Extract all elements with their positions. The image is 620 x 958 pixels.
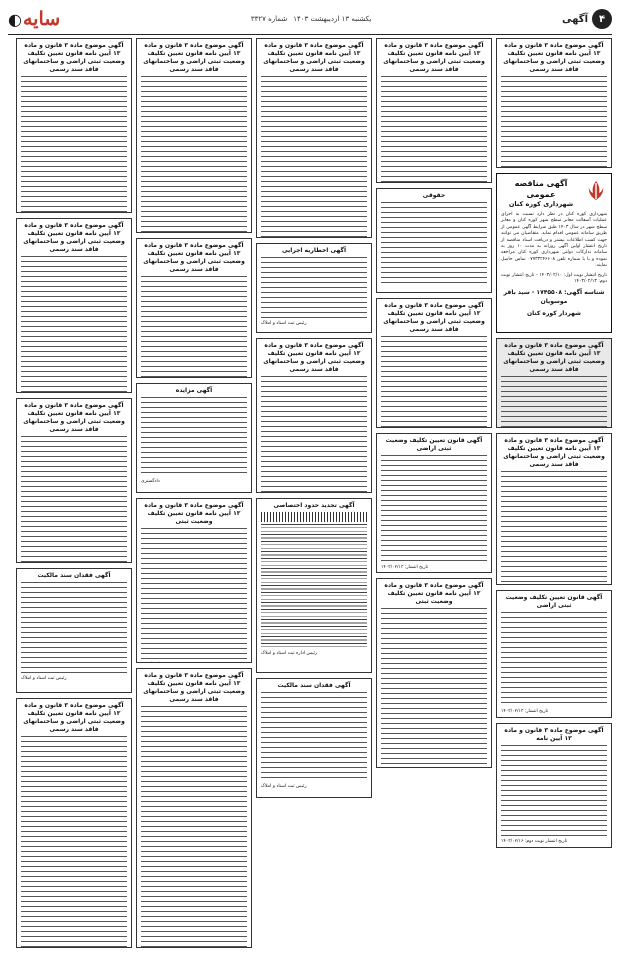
page-header <box>8 4 612 35</box>
issue-text: شماره ۳۳۲۷ <box>250 15 288 23</box>
ad-notice <box>256 243 372 333</box>
ad-title: آگهی اخطاریه اجرایی <box>281 247 347 254</box>
ad-body-text <box>381 76 487 183</box>
ad-title: آگهی مزایده <box>175 387 213 394</box>
ad-notice <box>256 678 372 798</box>
ad-body-text <box>141 276 247 378</box>
ad-body-text <box>381 202 487 284</box>
masthead-logo <box>8 8 60 30</box>
section-label: آگهی <box>562 13 588 25</box>
ad-title: آگهی موضوع ماده ۳ قانون و ماده ۱۳ آیین نامه قانون تعیین تکلیف وضعیت ثبتی اراضی و ساختمانهای فاقد سند رسمی <box>503 42 605 73</box>
tender-body: شهرداری کوره کنان در نظر دارد نسبت به اجرای عملیات آسفالت معابر سطح شهر کوره کنان و معابر سطح شهر در سال ۱۴۰۳ طبق شرایط آگهی عمومی از طریق سامانه عمومی اقدام نماید. متقاضیان می توانند جهت کسب اطلاعات بیشتر و دریافت اسناد مناقصه از تاریخ انتشار اولین آگهی روزانه به مدت ۱۰ روز به سامانه تدارکات دولتی شهرداری کوره کنان مراجعه نموده و یا با شماره تلفن ۰۷۷۳۳۲۴۶۶۰۸ تماس حاصل نمایند. <box>501 212 607 269</box>
ad-footer <box>141 662 247 663</box>
ad-notice <box>256 338 372 493</box>
ad-footer: تاریخ انتشار نوبت دوم: ۱۴۰۳/۰۲/۱۶ <box>501 839 568 844</box>
ad-notice <box>16 698 132 948</box>
ad-notice <box>496 433 612 585</box>
tender-subtitle: شهرداری کوره کنان <box>508 200 574 208</box>
national-emblem-icon <box>585 178 607 204</box>
column-1 <box>496 38 612 952</box>
ad-notice <box>376 188 492 293</box>
tender-dates: تاریخ انتشار نوبت اول: ۱۴۰۳/۰۲/۱۰ - تاریخ انتشار نوبت دوم: ۱۴۰۳/۰۲/۱۳ <box>501 272 607 285</box>
ad-notice <box>16 568 132 693</box>
ad-notice <box>136 238 252 378</box>
date-text: یکشنبه ۱۳ اردیبهشت ۱۴۰۳ <box>293 15 372 23</box>
ad-footer: رئیس ثبت اسناد و املاک <box>21 676 67 681</box>
ad-notice <box>376 298 492 428</box>
ad-title: آگهی موضوع ماده ۳ قانون و ماده ۱۳ آیین نامه قانون تعیین تکلیف وضعیت ثبتی اراضی و ساختمانهای فاقد سند رسمی <box>503 437 605 468</box>
ad-title: آگهی موضوع ماده ۳ قانون و ماده ۱۳ آیین نامه قانون تعیین تکلیف وضعیت ثبتی اراضی و ساختمانهای فاقد سند رسمی <box>23 702 125 733</box>
column-3 <box>256 38 372 952</box>
tender-sign-id: شناسه آگهی: ۱۷۴۵۵۰۸ - سید باقر موسویان <box>503 289 605 306</box>
column-5 <box>16 38 132 952</box>
ad-notice <box>256 38 372 238</box>
ad-body-text <box>261 692 367 782</box>
ad-notice <box>136 668 252 948</box>
ad-footer: رئیس ثبت اسناد و املاک <box>261 784 307 789</box>
ad-notice <box>16 218 132 393</box>
tender-header <box>501 178 607 209</box>
ad-dense-listing <box>256 498 372 673</box>
ad-title: آگهی موضوع ماده ۳ قانون و ماده ۱۳ آیین نامه قانون تعیین تکلیف وضعیت ثبتی اراضی و ساختمانهای فاقد سند رسمی <box>23 42 125 73</box>
ad-notice <box>136 38 252 233</box>
ad-notice <box>136 383 252 493</box>
ad-body-text <box>381 336 487 428</box>
ad-footer: رئیس اداره ثبت اسناد و املاک <box>261 651 318 656</box>
ad-footer: رئیس ثبت اسناد و املاک <box>261 321 307 326</box>
ad-body-text <box>261 257 367 319</box>
tender-sign-title: شهردار کوره کنان <box>527 310 581 318</box>
ad-title: آگهی قانون تعیین تکلیف وضعیت ثبتی اراضی <box>505 594 603 609</box>
dateline <box>251 15 372 23</box>
ad-notice <box>496 338 612 428</box>
ad-body-text <box>21 256 127 393</box>
ad-body-text <box>381 455 487 563</box>
tender-notice <box>496 173 612 333</box>
ad-notice <box>376 38 492 183</box>
page-number-box <box>562 9 612 29</box>
ad-notice <box>136 498 252 663</box>
ad-body-text <box>501 76 607 168</box>
ad-footer: تاریخ انتشار: ۱۴۰۳/۰۲/۱۳ <box>381 565 429 570</box>
ad-body-text <box>141 76 247 233</box>
column-4 <box>136 38 252 952</box>
ad-notice <box>496 723 612 848</box>
ad-body-text <box>261 524 367 649</box>
ad-title: آگهی فقدان سند مالکیت <box>37 572 111 579</box>
ad-title: آگهی موضوع ماده ۳ قانون و ماده ۱۳ آیین نامه <box>504 727 604 742</box>
ad-body-text <box>501 745 607 837</box>
ad-title: آگهی موضوع ماده ۳ قانون و ماده ۱۳ آیین نامه قانون تعیین تکلیف وضعیت ثبتی اراضی و ساختمانهای فاقد سند رسمی <box>503 342 605 373</box>
ad-title: آگهی موضوع ماده ۳ قانون و ماده ۱۳ آیین نامه قانون تعیین تکلیف وضعیت ثبتی <box>144 502 244 525</box>
ad-body-text <box>501 471 607 585</box>
ad-body-text <box>21 736 127 948</box>
ad-body-text <box>21 582 127 674</box>
column-2 <box>376 38 492 952</box>
ad-body-text <box>261 376 367 493</box>
ad-title: آگهی موضوع ماده ۳ قانون و ماده ۱۳ آیین نامه قانون تعیین تکلیف وضعیت ثبتی اراضی و ساختمانهای فاقد سند رسمی <box>23 402 125 433</box>
ad-title: آگهی موضوع ماده ۳ قانون و ماده ۱۳ آیین نامه قانون تعیین تکلیف وضعیت ثبتی <box>384 582 484 605</box>
ad-title: آگهی موضوع ماده ۳ قانون و ماده ۱۳ آیین نامه قانون تعیین تکلیف وضعیت ثبتی اراضی و ساختمانهای فاقد سند رسمی <box>383 42 485 73</box>
ad-notice <box>16 398 132 563</box>
ad-title: آگهی موضوع ماده ۳ قانون و ماده ۱۳ آیین نامه قانون تعیین تکلیف وضعیت ثبتی اراضی و ساختمانهای فاقد سند رسمی <box>143 242 245 273</box>
ad-title: آگهی موضوع ماده ۳ قانون و ماده ۱۳ آیین نامه قانون تعیین تکلیف وضعیت ثبتی اراضی و ساختمانهای فاقد سند رسمی <box>23 222 125 253</box>
ad-title: آگهی موضوع ماده ۳ قانون و ماده ۱۳ آیین نامه قانون تعیین تکلیف وضعیت ثبتی اراضی و ساختمانهای فاقد سند رسمی <box>263 42 365 73</box>
ad-title: آگهی موضوع ماده ۳ قانون و ماده ۱۳ آیین نامه قانون تعیین تکلیف وضعیت ثبتی اراضی و ساختمانهای فاقد سند رسمی <box>143 672 245 703</box>
ad-body-text <box>141 397 247 477</box>
ad-title: آگهی موضوع ماده ۳ قانون و ماده ۱۳ آیین نامه قانون تعیین تکلیف وضعیت ثبتی اراضی و ساختمانهای فاقد سند رسمی <box>263 342 365 373</box>
ad-title: آگهی فقدان سند مالکیت <box>277 682 351 689</box>
ad-notice <box>496 38 612 168</box>
ad-title: آگهی موضوع ماده ۳ قانون و ماده ۱۳ آیین نامه قانون تعیین تکلیف وضعیت ثبتی اراضی و ساختمانهای فاقد سند رسمی <box>383 302 485 333</box>
ad-notice <box>376 433 492 573</box>
ad-body-text <box>21 436 127 563</box>
ad-body-text <box>21 76 127 213</box>
ad-title: آگهی تحدید حدود اختصاصی <box>273 502 355 509</box>
page-number: ۴ <box>592 9 612 29</box>
ad-body-text <box>381 608 487 766</box>
tender-title: آگهی مناقصه عمومی <box>514 179 568 199</box>
ad-title: آگهی موضوع ماده ۳ قانون و ماده ۱۳ آیین نامه قانون تعیین تکلیف وضعیت ثبتی اراضی و ساختمانهای فاقد سند رسمی <box>143 42 245 73</box>
ad-body-text <box>501 612 607 707</box>
ad-notice <box>16 38 132 213</box>
listing-strip <box>261 512 367 522</box>
ad-title: حقوقی <box>422 192 446 199</box>
ad-body-text <box>261 76 367 238</box>
ad-footer: تاریخ انتشار: ۱۴۰۳/۰۲/۱۳ <box>501 709 549 714</box>
ad-footer: دادگستری <box>141 479 160 484</box>
ad-notice <box>496 590 612 718</box>
brand-name: سایه <box>22 8 61 30</box>
ad-body-text <box>141 528 247 660</box>
ad-body-text <box>141 706 247 948</box>
ad-title: آگهی قانون تعیین تکلیف وضعیت ثبتی اراضی <box>385 437 483 452</box>
logo-mark-icon: ◐ <box>8 9 21 29</box>
ad-notice <box>376 578 492 768</box>
ad-body-text <box>501 376 607 428</box>
